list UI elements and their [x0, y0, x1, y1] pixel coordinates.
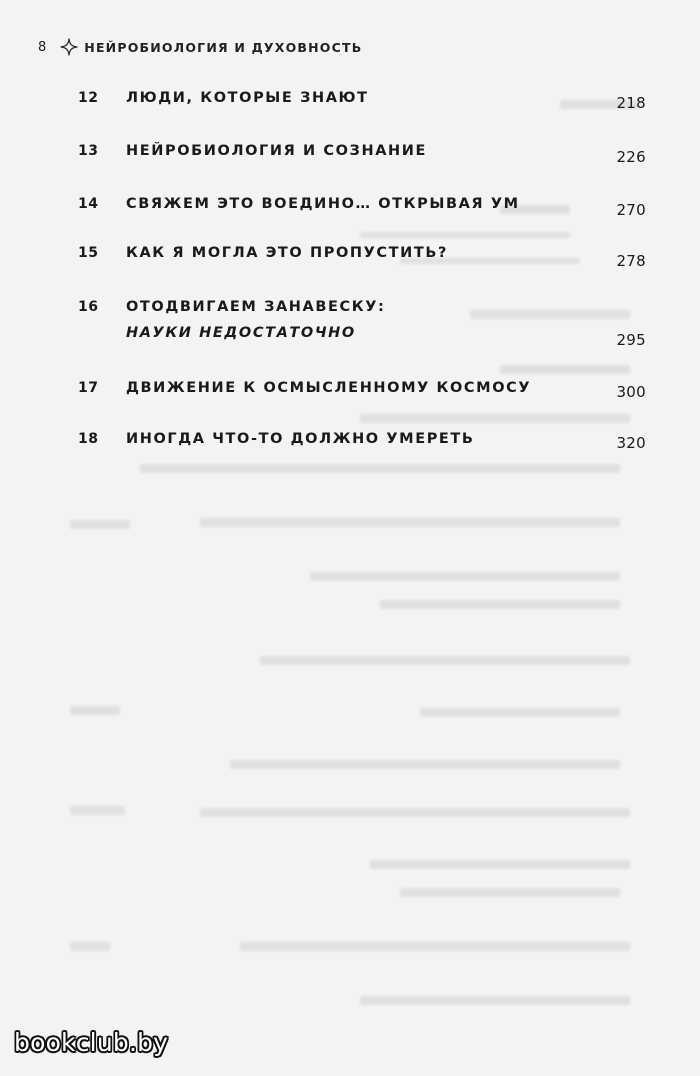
- page-number: 8: [38, 39, 47, 55]
- chapter-page: 226: [616, 148, 646, 166]
- chapter-number: 17: [78, 380, 99, 396]
- chapter-title: СВЯЖЕМ ЭТО ВОЕДИНО… ОТКРЫВАЯ УМ: [126, 196, 520, 212]
- chapter-title: КАК Я МОГЛА ЭТО ПРОПУСТИТЬ?: [126, 245, 449, 261]
- chapter-title: ЛЮДИ, КОТОРЫЕ ЗНАЮТ: [126, 90, 369, 106]
- chapter-number: 12: [78, 90, 99, 106]
- chapter-title: ОТОДВИГАЕМ ЗАНАВЕСКУ:: [126, 299, 386, 315]
- chapter-number: 15: [78, 245, 99, 261]
- chapter-page: 320: [616, 434, 646, 452]
- chapter-number: 16: [78, 299, 99, 315]
- four-point-star-icon: [60, 38, 78, 56]
- chapter-page: 300: [616, 383, 646, 401]
- chapter-title: ИНОГДА ЧТО-ТО ДОЛЖНО УМЕРЕТЬ: [126, 431, 475, 447]
- running-header: [38, 38, 362, 56]
- chapter-page: 270: [616, 201, 646, 219]
- chapter-title: НЕЙРОБИОЛОГИЯ И СОЗНАНИЕ: [126, 143, 427, 159]
- chapter-number: 14: [78, 196, 99, 212]
- site-watermark: bookclub.by: [14, 1028, 169, 1057]
- chapter-page: 295: [616, 331, 646, 349]
- chapter-title: ДВИЖЕНИЕ К ОСМЫСЛЕННОМУ КОСМОСУ: [126, 380, 532, 396]
- chapter-number: 13: [78, 143, 99, 159]
- running-title: НЕЙРОБИОЛОГИЯ И ДУХОВНОСТЬ: [84, 39, 363, 55]
- chapter-page: 278: [616, 252, 646, 270]
- chapter-page: 218: [616, 94, 646, 112]
- chapter-number: 18: [78, 431, 99, 447]
- chapter-subtitle: НАУКИ НЕДОСТАТОЧНО: [126, 325, 356, 341]
